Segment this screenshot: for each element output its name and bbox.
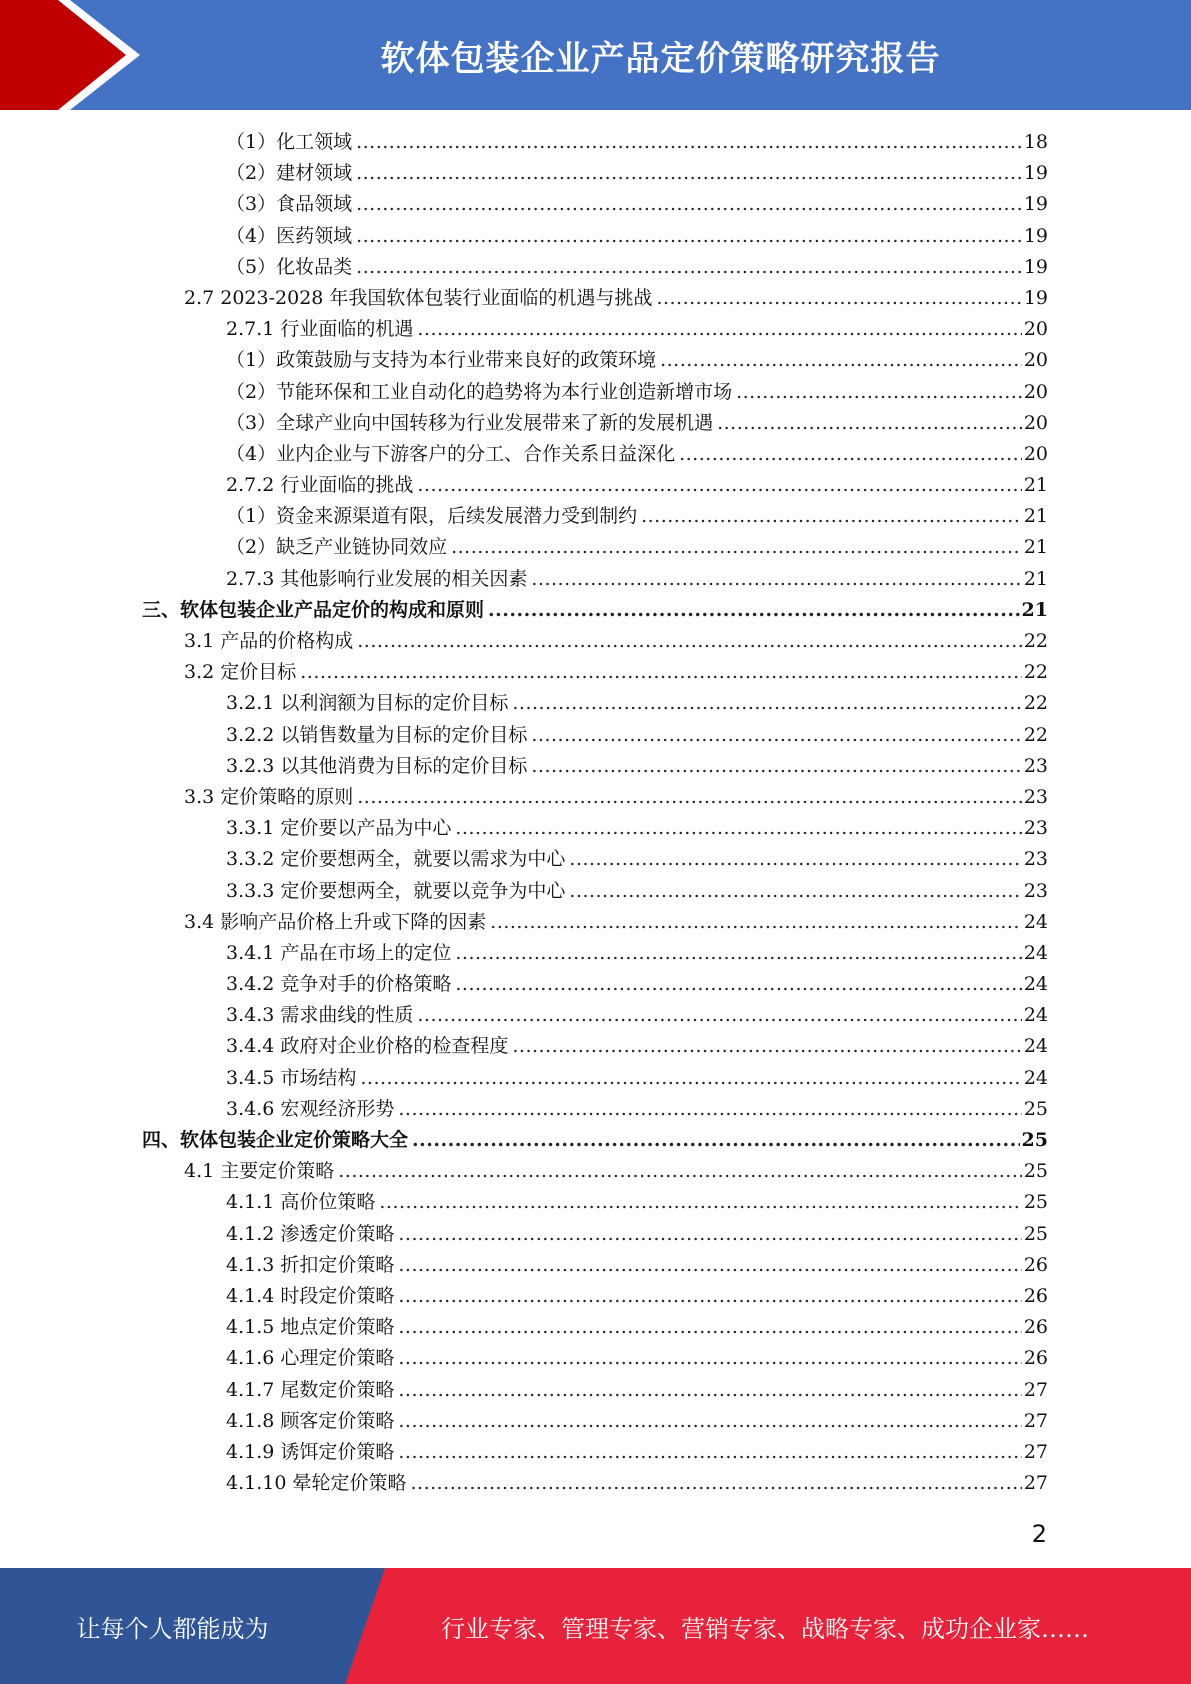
toc-entry-title: 3.4.3 需求曲线的性质 <box>226 1004 414 1027</box>
toc-entry-page: 21 <box>1023 536 1048 559</box>
toc-entry-page: 20 <box>1023 349 1048 372</box>
toc-entry-title: （1）化工领域 <box>226 131 353 153</box>
toc-entry-title: 4.1.1 高价位策略 <box>226 1191 376 1214</box>
toc-dot-leader <box>531 720 1021 751</box>
footer-slogan-right: 行业专家、管理专家、营销专家、战略专家、成功企业家…… <box>441 1614 1089 1643</box>
toc-entry[interactable] <box>142 782 1048 813</box>
toc-entry-page: 24 <box>1023 973 1048 996</box>
toc-entry-title: 4.1 主要定价策略 <box>184 1160 335 1183</box>
toc-entry-page: 20 <box>1023 318 1048 341</box>
toc-entry-title: 3.2.1 以利润额为目标的定价目标 <box>226 692 509 715</box>
toc-entry[interactable] <box>142 1343 1048 1374</box>
toc-entry-page: 25 <box>1023 1222 1048 1245</box>
toc-dot-leader <box>398 1219 1021 1250</box>
toc-entry-page: 26 <box>1023 1316 1048 1339</box>
toc-dot-leader <box>451 532 1022 563</box>
toc-dot-leader <box>512 1031 1021 1062</box>
toc-entry-title: 3.2 定价目标 <box>184 661 297 684</box>
footer-slogan-left: 让每个人都能成为 <box>76 1614 269 1643</box>
toc-entry-page: 23 <box>1023 817 1048 840</box>
toc-entry-page: 22 <box>1023 692 1048 715</box>
toc-dot-leader <box>398 1281 1021 1312</box>
toc-entry[interactable] <box>142 470 1048 501</box>
page-number: 2 <box>1031 1520 1047 1548</box>
document-title: 软体包装企业产品定价策略研究报告 <box>380 38 941 79</box>
toc-dot-leader <box>455 813 1021 844</box>
toc-dot-leader <box>569 876 1021 907</box>
toc-dot-leader <box>656 283 1021 314</box>
toc-entry-title: 3.4.5 市场结构 <box>226 1066 357 1089</box>
toc-entry[interactable] <box>142 158 1048 189</box>
toc-entry-title: 4.1.9 诱饵定价策略 <box>226 1440 395 1463</box>
toc-entry-title: 3.4.6 宏观经济形势 <box>226 1097 395 1120</box>
toc-dot-leader <box>357 782 1022 813</box>
toc-entry-page: 23 <box>1023 785 1048 808</box>
toc-entry-title: （4）医药领域 <box>226 224 353 247</box>
toc-entry-title: 4.1.2 渗透定价策略 <box>226 1222 395 1245</box>
toc-entry-page: 18 <box>1023 131 1048 153</box>
toc-dot-leader <box>356 127 1022 158</box>
toc-entry-page: 21 <box>1023 474 1048 497</box>
toc-entry[interactable] <box>142 283 1048 314</box>
toc-dot-leader <box>357 626 1022 657</box>
toc-dot-leader <box>338 1156 1022 1187</box>
toc-entry[interactable] <box>142 1406 1048 1437</box>
toc-entry[interactable] <box>142 314 1048 345</box>
toc-entry-title: （4）业内企业与下游客户的分工、合作关系日益深化 <box>226 442 676 465</box>
toc-entry-title: （1）政策鼓励与支持为本行业带来良好的政策环境 <box>226 349 657 372</box>
toc-entry-title: 2.7.3 其他影响行业发展的相关因素 <box>226 567 528 590</box>
toc-entry-title: 3.4.4 政府对企业价格的检查程度 <box>226 1035 509 1058</box>
page-footer <box>0 1568 1191 1684</box>
toc-entry-page: 24 <box>1023 941 1048 964</box>
toc-entry[interactable] <box>142 1250 1048 1281</box>
toc-entry-page: 24 <box>1023 1004 1048 1027</box>
toc-entry-page: 20 <box>1023 411 1048 434</box>
toc-dot-leader <box>398 1406 1021 1437</box>
toc-entry-page: 19 <box>1023 286 1048 309</box>
toc-entry-title: 4.1.5 地点定价策略 <box>226 1316 395 1339</box>
toc-entry[interactable] <box>142 564 1048 595</box>
page-header <box>0 0 1191 110</box>
toc-entry-page: 27 <box>1023 1378 1048 1401</box>
toc-entry[interactable] <box>142 1063 1048 1094</box>
toc-entry-title: 四、软体包装企业定价策略大全 <box>142 1129 409 1151</box>
toc-entry[interactable] <box>142 595 1048 626</box>
toc-entry-page: 27 <box>1023 1472 1048 1495</box>
toc-entry[interactable] <box>142 1312 1048 1343</box>
toc-entry-page: 26 <box>1023 1253 1048 1276</box>
toc-entry-title: 2.7.2 行业面临的挑战 <box>226 474 414 497</box>
toc-entry[interactable] <box>142 345 1048 376</box>
toc-entry[interactable] <box>142 1125 1048 1156</box>
toc-entry-title: 3.4.2 竞争对手的价格策略 <box>226 973 452 996</box>
toc-dot-leader <box>410 1468 1021 1499</box>
toc-entry[interactable] <box>142 751 1048 782</box>
toc-dot-leader <box>660 345 1022 376</box>
toc-entry-page: 21 <box>1021 598 1048 621</box>
toc-entry-title: 4.1.7 尾数定价策略 <box>226 1378 395 1401</box>
toc-entry[interactable] <box>142 813 1048 844</box>
toc-dot-leader <box>356 189 1022 220</box>
toc-entry-page: 27 <box>1023 1409 1048 1432</box>
toc-entry-title: 3.2.3 以其他消费为目标的定价目标 <box>226 754 528 777</box>
toc-dot-leader <box>490 907 1022 938</box>
toc-entry-title: （5）化妆品类 <box>226 255 353 278</box>
toc-entry-page: 23 <box>1023 848 1048 871</box>
toc-entry[interactable] <box>142 844 1048 875</box>
toc-entry-title: 4.1.4 时段定价策略 <box>226 1284 395 1307</box>
toc-entry-page: 20 <box>1023 442 1048 465</box>
toc-entry-title: 4.1.3 折扣定价策略 <box>226 1253 395 1276</box>
toc-entry-page: 23 <box>1023 879 1048 902</box>
toc-entry-page: 22 <box>1023 661 1048 684</box>
toc-entry-page: 22 <box>1023 723 1048 746</box>
toc-dot-leader <box>417 1000 1021 1031</box>
toc-entry[interactable] <box>142 252 1048 283</box>
toc-entry-page: 19 <box>1023 255 1048 278</box>
toc-entry-page: 25 <box>1021 1129 1048 1151</box>
toc-entry[interactable] <box>142 501 1048 532</box>
toc-entry[interactable] <box>142 1031 1048 1062</box>
toc-dot-leader <box>398 1312 1021 1343</box>
toc-dot-leader <box>455 969 1021 1000</box>
toc-entry-title: （3）食品领域 <box>226 193 353 216</box>
toc-entry-page: 20 <box>1023 380 1048 403</box>
toc-entry[interactable] <box>142 1375 1048 1406</box>
toc-dot-leader <box>356 221 1022 252</box>
toc-entry-title: 3.2.2 以销售数量为目标的定价目标 <box>226 723 528 746</box>
toc-dot-leader <box>398 1094 1021 1125</box>
toc-entry-title: 2.7.1 行业面临的机遇 <box>226 318 414 341</box>
toc-dot-leader <box>356 252 1022 283</box>
toc-dot-leader <box>679 439 1022 470</box>
toc-entry[interactable] <box>142 1000 1048 1031</box>
toc-dot-leader <box>531 564 1021 595</box>
toc-entry-title: （2）节能环保和工业自动化的趋势将为本行业创造新增市场 <box>226 380 733 403</box>
toc-entry-page: 19 <box>1023 162 1048 185</box>
toc-dot-leader <box>398 1343 1021 1374</box>
toc-dot-leader <box>641 501 1022 532</box>
toc-entry-title: （2）缺乏产业链协同效应 <box>226 536 448 559</box>
toc-entry[interactable] <box>142 1156 1048 1187</box>
toc-entry[interactable] <box>142 720 1048 751</box>
toc-dot-leader <box>417 314 1021 345</box>
toc-entry[interactable] <box>142 657 1048 688</box>
toc-entry-title: （3）全球产业向中国转移为行业发展带来了新的发展机遇 <box>226 411 714 434</box>
toc-dot-leader <box>531 751 1021 782</box>
toc-entry-title: 4.1.8 顾客定价策略 <box>226 1409 395 1432</box>
toc-entry[interactable] <box>142 1437 1048 1468</box>
toc-entry[interactable] <box>142 377 1048 408</box>
toc-dot-leader <box>417 470 1021 501</box>
toc-entry[interactable] <box>142 532 1048 563</box>
toc-entry-page: 26 <box>1023 1347 1048 1370</box>
toc-entry-title: 三、软体包装企业产品定价的构成和原则 <box>142 598 485 621</box>
toc-entry[interactable] <box>142 626 1048 657</box>
toc-entry[interactable] <box>142 221 1048 252</box>
toc-entry-title: 3.1 产品的价格构成 <box>184 630 354 652</box>
toc-entry-title: 4.1.10 晕轮定价策略 <box>226 1472 407 1495</box>
toc-entry-title: 2.7 2023-2028 年我国软体包装行业面临的机遇与挑战 <box>184 286 653 309</box>
toc-entry-title: （2）建材领域 <box>226 162 353 185</box>
toc-entry-page: 25 <box>1023 1097 1048 1120</box>
toc-dot-leader <box>736 377 1022 408</box>
toc-dot-leader <box>569 844 1021 875</box>
toc-dot-leader <box>379 1187 1021 1218</box>
toc-entry-title: 3.3.2 定价要想两全，就要以需求为中心 <box>226 848 566 871</box>
toc-entry[interactable] <box>142 408 1048 439</box>
toc-entry-title: 3.4.1 产品在市场上的定位 <box>226 941 452 964</box>
toc-entry[interactable] <box>142 938 1048 969</box>
toc-dot-leader <box>512 688 1021 719</box>
toc-entry[interactable] <box>142 688 1048 719</box>
toc-entry-page: 24 <box>1023 1066 1048 1089</box>
toc-entry-title: 3.3.1 定价要以产品为中心 <box>226 817 452 840</box>
toc-entry-title: 3.3.3 定价要想两全，就要以竞争为中心 <box>226 879 566 902</box>
toc-entry-page: 23 <box>1023 754 1048 777</box>
toc-entry[interactable] <box>142 1468 1048 1499</box>
toc-entry-page: 24 <box>1023 910 1048 933</box>
toc-dot-leader <box>412 1125 1020 1156</box>
toc-entry[interactable] <box>142 439 1048 470</box>
toc-dot-leader <box>356 158 1022 189</box>
toc-entry[interactable] <box>142 127 1048 158</box>
toc-entry-title: （1）资金来源渠道有限，后续发展潜力受到制约 <box>226 505 638 528</box>
toc-entry[interactable] <box>142 969 1048 1000</box>
toc-entry[interactable] <box>142 1094 1048 1125</box>
toc-dot-leader <box>717 408 1022 439</box>
toc-dot-leader <box>398 1375 1021 1406</box>
toc-entry-page: 26 <box>1023 1284 1048 1307</box>
toc-entry[interactable] <box>142 189 1048 220</box>
toc-dot-leader <box>398 1437 1021 1468</box>
toc-entry-page: 27 <box>1023 1440 1048 1463</box>
toc-entry[interactable] <box>142 907 1048 938</box>
toc-dot-leader <box>398 1250 1021 1281</box>
toc-entry-title: 3.4 影响产品价格上升或下降的因素 <box>184 910 487 933</box>
toc-entry[interactable] <box>142 1219 1048 1250</box>
toc-entry-page: 21 <box>1023 567 1048 590</box>
toc-entry-page: 19 <box>1023 224 1048 247</box>
toc-entry-title: 4.1.6 心理定价策略 <box>226 1347 395 1370</box>
toc-entry-page: 21 <box>1023 505 1048 528</box>
toc-dot-leader <box>455 938 1021 969</box>
toc-entry-page: 24 <box>1023 1035 1048 1058</box>
toc-entry-page: 19 <box>1023 193 1048 216</box>
toc-dot-leader <box>300 657 1022 688</box>
toc-entry[interactable] <box>142 876 1048 907</box>
toc-dot-leader <box>360 1063 1021 1094</box>
toc-dot-leader <box>488 595 1020 626</box>
toc-entry-title: 3.3 定价策略的原则 <box>184 785 354 808</box>
toc-entry-page: 25 <box>1023 1191 1048 1214</box>
toc-entry-page: 22 <box>1023 630 1048 652</box>
toc-entry[interactable] <box>142 1281 1048 1312</box>
toc-entry[interactable] <box>142 1187 1048 1218</box>
table-of-contents <box>142 127 1048 1499</box>
toc-entry-page: 25 <box>1023 1160 1048 1183</box>
